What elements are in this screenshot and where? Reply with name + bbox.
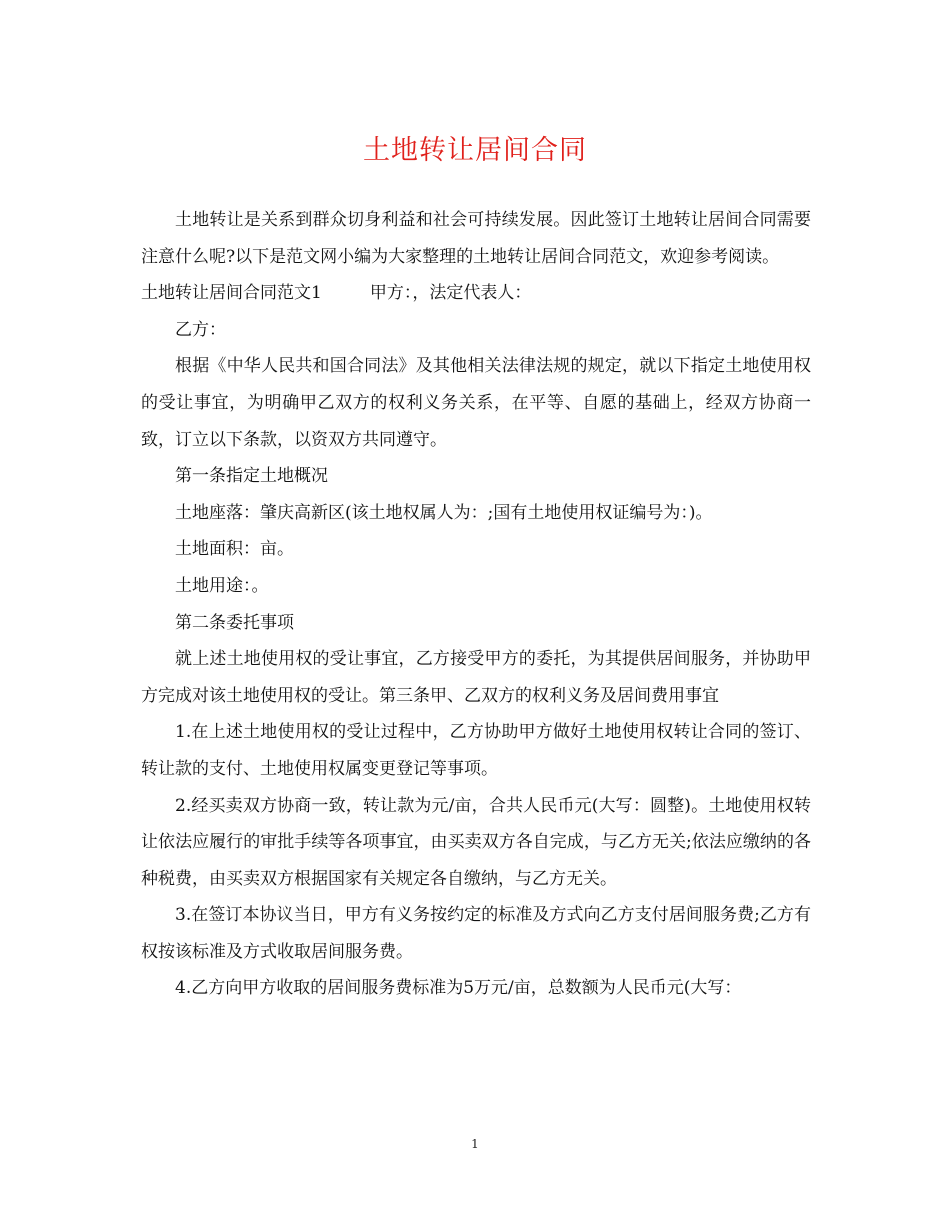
sample-heading: 土地转让居间合同范文1 bbox=[141, 283, 322, 304]
article-2-body: 就上述土地使用权的受让事宜，乙方接受甲方的委托，为其提供居间服务，并协助甲方完成对该土地使用权的受让。第三条甲、乙双方的权利义务及居间费用事宜 bbox=[141, 649, 811, 706]
document-title: 土地转让居间合同 bbox=[363, 135, 587, 166]
land-usage: 土地用途：。 bbox=[175, 575, 269, 596]
clause-2: 2.经买卖双方协商一致，转让款为元/亩，合共人民币元(大写：圆整)。土地使用权转让依法应履行的审批手续等各项事宜，由买卖双方各自完成，与乙方无关;依法应缴纳的各种税费，由买卖双方根据国家有关规定各自缴纳，与乙方无关。 bbox=[141, 795, 811, 889]
land-location: 土地座落：肇庆高新区(该土地权属人为：;国有土地使用权证编号为：)。 bbox=[175, 502, 713, 523]
party-a-line: 甲方：，法定代表人： bbox=[369, 283, 532, 304]
clause-4: 4.乙方向甲方收取的居间服务费标准为5万元/亩，总数额为人民币元(大写： bbox=[175, 978, 742, 999]
land-area: 土地面积：亩。 bbox=[175, 539, 294, 560]
preamble-paragraph: 根据《中华人民共和国合同法》及其他相关法律法规的规定，就以下指定土地使用权的受让事宜，为明确甲乙双方的权利义务关系，在平等、自愿的基础上，经双方协商一致，订立以下条款，以资双方共同遵守。 bbox=[141, 356, 811, 450]
party-b-line: 乙方： bbox=[175, 319, 226, 340]
intro-paragraph: 土地转让是关系到群众切身利益和社会可持续发展。因此签订土地转让居间合同需要注意什么呢?以下是范文网小编为大家整理的土地转让居间合同范文，欢迎参考阅读。 bbox=[141, 210, 811, 267]
article-1-title: 第一条指定土地概况 bbox=[175, 466, 328, 487]
document-body bbox=[141, 202, 811, 1007]
sample-heading-line bbox=[141, 275, 811, 312]
clause-3: 3.在签订本协议当日，甲方有义务按约定的标准及方式向乙方支付居间服务费;乙方有权按该标准及方式收取居间服务费。 bbox=[141, 905, 811, 962]
article-2-title: 第二条委托事项 bbox=[175, 612, 294, 633]
page-number: 1 bbox=[471, 1137, 479, 1151]
clause-1: 1.在上述土地使用权的受让过程中，乙方协助甲方做好土地使用权转让合同的签订、转让款的支付、土地使用权属变更登记等事项。 bbox=[141, 722, 811, 779]
